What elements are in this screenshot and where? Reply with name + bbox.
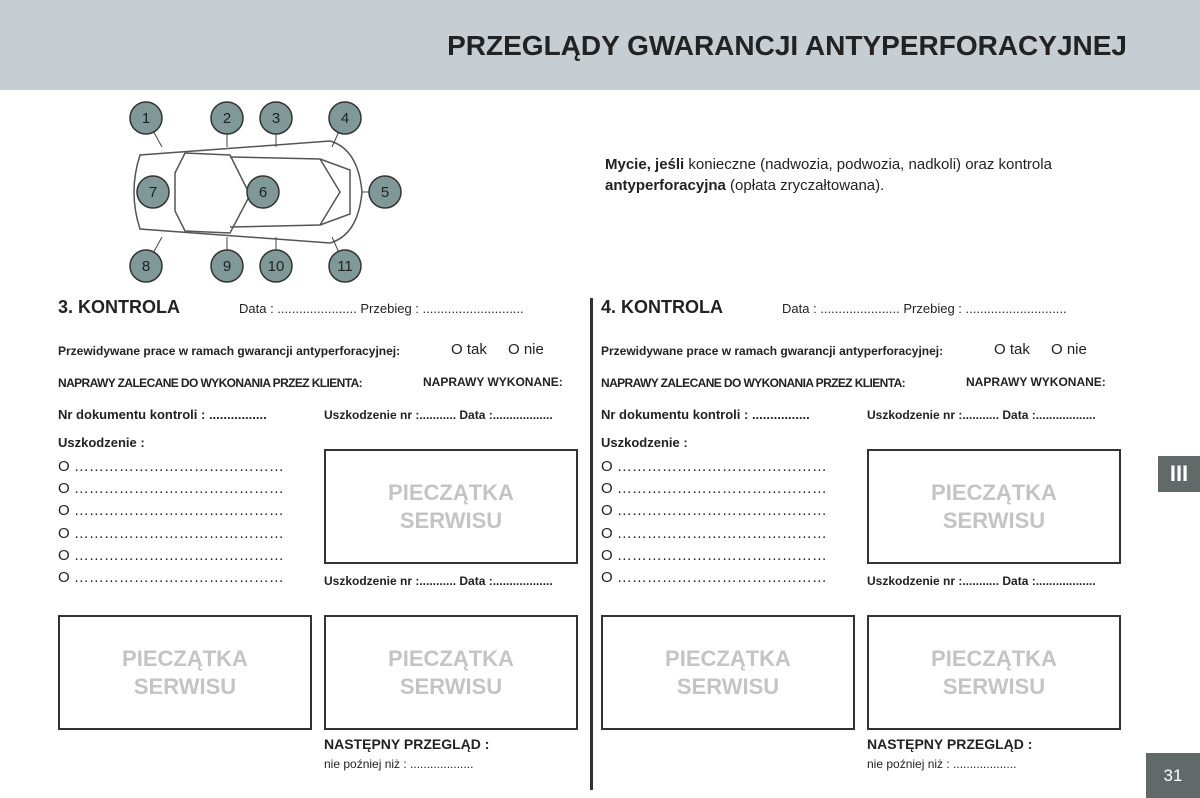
damage-line[interactable]: O …………………………………… xyxy=(58,458,284,475)
callout-number: 9 xyxy=(222,258,232,275)
damage-line[interactable]: O …………………………………… xyxy=(601,458,827,475)
doc-number-field[interactable]: Nr dokumentu kontroli : ................ xyxy=(601,407,810,422)
damage-label: Uszkodzenie : xyxy=(58,435,145,450)
stamp-text: PIECZĄTKA SERWISU xyxy=(931,479,1057,533)
damage-number-field[interactable]: Uszkodzenie nr :........... Data :.................. xyxy=(324,574,553,588)
option-no[interactable]: O nie xyxy=(1051,341,1087,358)
callout-number: 11 xyxy=(337,258,353,275)
callout-number: 8 xyxy=(141,258,151,275)
car-diagram xyxy=(100,95,420,285)
option-yes[interactable]: O tak xyxy=(451,341,487,358)
service-stamp-box xyxy=(324,615,578,730)
stamp-text: PIECZĄTKA SERWISU xyxy=(931,645,1057,699)
car-rear-window xyxy=(320,159,350,225)
desc-text: konieczne (nadwozia, podwozia, nadkoli) oraz kontrola xyxy=(684,156,1052,173)
callout-number: 4 xyxy=(340,110,350,127)
next-inspection-label: NASTĘPNY PRZEGLĄD : xyxy=(324,736,490,752)
next-inspection-label: NASTĘPNY PRZEGLĄD : xyxy=(867,736,1033,752)
option-yes[interactable]: O tak xyxy=(994,341,1030,358)
desc-bold: Mycie, jeśli xyxy=(605,156,685,173)
service-stamp-box xyxy=(324,449,578,564)
doc-number-field[interactable]: Nr dokumentu kontroli : ................ xyxy=(58,407,267,422)
recommended-label: NAPRAWY ZALECANE DO WYKONANIA PRZEZ KLIENTA: xyxy=(601,376,906,390)
inspection-section-3 xyxy=(58,290,588,790)
desc-bold: antyperforacyjna xyxy=(605,177,726,194)
damage-line[interactable]: O …………………………………… xyxy=(601,525,827,542)
done-label: NAPRAWY WYKONANE: xyxy=(966,375,1106,389)
callout-number: 1 xyxy=(141,110,151,127)
service-stamp-box xyxy=(58,615,312,730)
done-label: NAPRAWY WYKONANE: xyxy=(423,375,563,389)
callout-number: 7 xyxy=(148,184,158,201)
date-mileage-field[interactable]: Data : ...................... Przebieg : ............................ xyxy=(239,301,524,316)
column-divider xyxy=(590,298,593,790)
damage-line[interactable]: O …………………………………… xyxy=(58,502,284,519)
stamp-text: PIECZĄTKA SERWISU xyxy=(122,645,248,699)
stamp-text: PIECZĄTKA SERWISU xyxy=(388,645,514,699)
callout-number: 5 xyxy=(380,184,390,201)
stamp-text: PIECZĄTKA SERWISU xyxy=(665,645,791,699)
date-mileage-field[interactable]: Data : ...................... Przebieg : ............................ xyxy=(782,301,1067,316)
desc-text: (opłata zryczałtowana). xyxy=(725,177,885,194)
damage-line[interactable]: O …………………………………… xyxy=(58,525,284,542)
page-title: PRZEGLĄDY GWARANCJI ANTYPERFORACYJNEJ xyxy=(447,30,1127,61)
damage-line[interactable]: O …………………………………… xyxy=(601,480,827,497)
damage-line[interactable]: O …………………………………… xyxy=(58,480,284,497)
callout-number: 3 xyxy=(271,110,281,127)
not-later-field[interactable]: nie poźniej niż : ................... xyxy=(324,757,474,771)
callout-number: 2 xyxy=(222,110,232,127)
damage-line[interactable]: O …………………………………… xyxy=(58,547,284,564)
question-label: Przewidywane prace w ramach gwarancji antyperforacyjnej: xyxy=(601,344,944,358)
question-label: Przewidywane prace w ramach gwarancji antyperforacyjnej: xyxy=(58,344,401,358)
damage-number-field[interactable]: Uszkodzenie nr :........... Data :.................. xyxy=(324,408,553,422)
service-stamp-box xyxy=(867,615,1121,730)
damage-label: Uszkodzenie : xyxy=(601,435,688,450)
chapter-tab: III xyxy=(1158,456,1200,492)
car-windshield xyxy=(175,153,250,233)
service-stamp-box xyxy=(867,449,1121,564)
callout-number: 10 xyxy=(267,258,285,275)
inspection-section-4 xyxy=(601,290,1131,790)
damage-line[interactable]: O …………………………………… xyxy=(58,569,284,586)
not-later-field[interactable]: nie poźniej niż : ................... xyxy=(867,757,1017,771)
damage-line[interactable]: O …………………………………… xyxy=(601,569,827,586)
damage-number-field[interactable]: Uszkodzenie nr :........... Data :.................. xyxy=(867,408,1096,422)
service-stamp-box xyxy=(601,615,855,730)
recommended-label: NAPRAWY ZALECANE DO WYKONANIA PRZEZ KLIENTA: xyxy=(58,376,363,390)
damage-line[interactable]: O …………………………………… xyxy=(601,547,827,564)
section-heading: 4. KONTROLA xyxy=(601,297,724,317)
damage-line[interactable]: O …………………………………… xyxy=(601,502,827,519)
description xyxy=(605,154,1065,196)
option-no[interactable]: O nie xyxy=(508,341,544,358)
page-number: 31 xyxy=(1146,753,1200,798)
section-heading: 3. KONTROLA xyxy=(58,297,181,317)
damage-number-field[interactable]: Uszkodzenie nr :........... Data :.................. xyxy=(867,574,1096,588)
stamp-text: PIECZĄTKA SERWISU xyxy=(388,479,514,533)
callout-number: 6 xyxy=(258,184,268,201)
